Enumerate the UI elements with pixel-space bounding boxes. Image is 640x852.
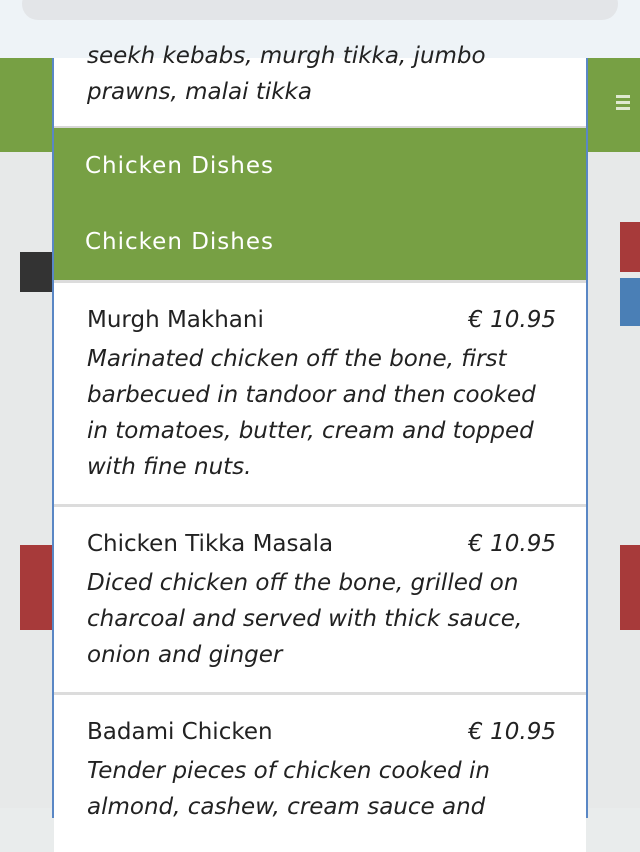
menu-item-description: Diced chicken off the bone, grilled on charcoal and served with thick sauce, onion and ginger [87, 570, 523, 668]
menu-item-price: € 10.95 [468, 307, 556, 333]
menu-item-description: seekh kebabs, murgh tikka, jumbo prawns, malai tikka [87, 43, 486, 105]
menu-item[interactable] [54, 504, 586, 694]
menu-item-price: € 10.95 [468, 531, 556, 557]
section-subtitle: Chicken Dishes [85, 229, 275, 255]
background-block [620, 278, 640, 326]
background-block [620, 545, 640, 630]
section-title: Chicken Dishes [85, 153, 275, 179]
menu-item-name: Murgh Makhani [87, 307, 264, 333]
menu-item-name: Badami Chicken [87, 719, 273, 745]
address-bar[interactable] [22, 0, 618, 20]
menu-item[interactable] [54, 692, 586, 852]
background-block [620, 222, 640, 272]
menu-item[interactable] [54, 280, 586, 505]
hamburger-menu-icon[interactable] [616, 92, 630, 116]
menu-item-name: Chicken Tikka Masala [87, 531, 334, 557]
menu-item-price: € 10.95 [468, 719, 556, 745]
menu-item[interactable] [54, 43, 586, 128]
menu-item-description: Tender pieces of chicken cooked in almond, cashew, cream sauce and [87, 758, 490, 820]
section-header [54, 128, 586, 280]
menu-modal [52, 43, 588, 820]
menu-item-description: Marinated chicken off the bone, first barbecued in tandoor and then cooked in tomatoes, butter, cream and topped with fine nuts. [87, 346, 536, 480]
